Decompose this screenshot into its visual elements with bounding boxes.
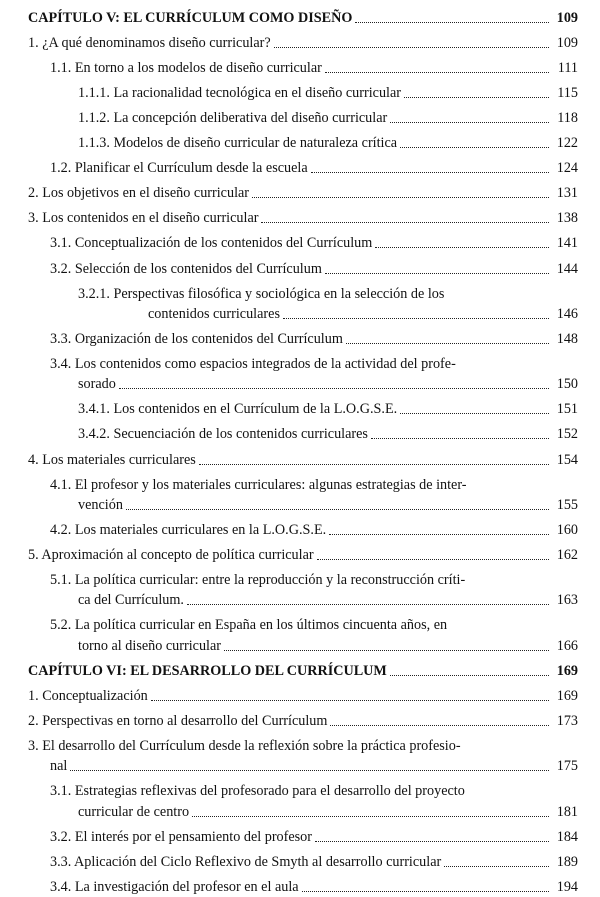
page-number: 148 — [556, 330, 578, 347]
page-number: 155 — [556, 496, 578, 513]
dot-leader — [346, 343, 549, 344]
page-number: 144 — [556, 260, 578, 277]
page-number: 194 — [556, 878, 578, 895]
page-number: 162 — [556, 547, 578, 563]
entry-title: 1. ¿A qué denominamos diseño curricular? — [28, 35, 271, 52]
entry-title-line: 5.2. La política curricular en España en los últimos cincuenta años, en — [50, 617, 448, 634]
page-number: 160 — [556, 521, 578, 538]
dot-leader — [252, 197, 549, 198]
entry-title: 3.3. Organización de los contenidos del Currículum — [50, 330, 343, 347]
dot-leader — [390, 122, 549, 123]
entry-title: 3. Los contenidos en el diseño curricular — [28, 210, 259, 227]
dot-leader — [192, 816, 549, 817]
page-number: 131 — [556, 185, 578, 202]
dot-leader — [400, 147, 549, 148]
dot-leader — [371, 438, 549, 439]
page-number: 124 — [556, 160, 578, 177]
page-number: 151 — [556, 401, 578, 418]
entry-title-line: 3.1. Estrategias reflexivas del profesorado para el desarrollo del proyecto — [50, 783, 465, 800]
dot-leader — [325, 273, 549, 274]
page-number: 189 — [556, 853, 578, 870]
dot-leader — [315, 841, 549, 842]
entry-title: 3.4. La investigación del profesor en el aula — [50, 878, 299, 895]
entry-title: 1.1.2. La concepción deliberativa del diseño curricular — [78, 110, 388, 127]
page-number: 118 — [557, 110, 578, 127]
page-number: 150 — [556, 376, 578, 393]
dot-leader — [126, 509, 549, 510]
page-number: 115 — [557, 85, 578, 102]
dot-leader — [199, 464, 549, 465]
dot-leader — [444, 866, 549, 867]
entry-title: 4. Los materiales curriculares — [28, 451, 196, 468]
entry-title: CAPÍTULO V: EL CURRÍCULUM COMO DISEÑO — [28, 10, 353, 26]
page-number: 169 — [556, 662, 578, 679]
entry-title: contenidos curriculares — [148, 305, 280, 322]
entry-title: 3.4.1. Los contenidos en el Currículum de la L.O.G.S.E. — [78, 401, 398, 418]
page-number: 152 — [556, 426, 578, 443]
page-number: 111 — [557, 60, 578, 77]
dot-leader — [311, 172, 549, 173]
entry-title: 3.4.2. Secuenciación de los contenidos curriculares — [78, 426, 368, 443]
entry-title: 3.1. Conceptualización de los contenidos del Currículum — [50, 235, 373, 252]
page-number: 169 — [556, 687, 578, 704]
page-number: 109 — [556, 35, 578, 52]
dot-leader — [375, 247, 549, 248]
page-number: 141 — [556, 235, 578, 252]
page-number: 109 — [556, 10, 578, 26]
entry-title: nal — [50, 758, 68, 775]
dot-leader — [224, 650, 549, 651]
page-number: 175 — [556, 758, 578, 775]
entry-title: torno al diseño curricular — [78, 637, 222, 654]
page-number: 146 — [556, 305, 578, 322]
entry-title: 1.1. En torno a los modelos de diseño curricular — [50, 60, 322, 77]
page-number: 163 — [556, 592, 578, 609]
dot-leader — [119, 388, 549, 389]
entry-title: ca del Currículum. — [78, 592, 184, 609]
dot-leader — [390, 675, 549, 676]
page-number: 122 — [556, 135, 578, 152]
page-number: 181 — [556, 803, 578, 820]
entry-title: 5. Aproximación al concepto de política curricular — [28, 547, 314, 563]
entry-title: 2. Los objetivos en el diseño curricular — [28, 185, 250, 202]
dot-leader — [187, 604, 549, 605]
dot-leader — [283, 318, 549, 319]
page-number: 138 — [556, 210, 578, 227]
dot-leader — [261, 222, 549, 223]
entry-title: CAPÍTULO VI: EL DESARROLLO DEL CURRÍCULUM — [28, 662, 387, 679]
entry-title: curricular de centro — [78, 803, 190, 820]
entry-title-line: 3.2.1. Perspectivas filosófica y sociológica en la selección de los — [78, 285, 445, 302]
dot-leader — [325, 72, 549, 73]
entry-title: 1.1.3. Modelos de diseño curricular de naturaleza crítica — [78, 135, 398, 152]
entry-title: 3.2. Selección de los contenidos del Currículum — [50, 260, 322, 277]
entry-title: vención — [78, 496, 123, 513]
dot-leader — [329, 534, 549, 535]
entry-title: 3.2. El interés por el pensamiento del profesor — [50, 828, 312, 845]
entry-title: 1.2. Planificar el Currículum desde la escuela — [50, 160, 308, 177]
entry-title: 3.3. Aplicación del Ciclo Reflexivo de Smyth al desarrollo curricular — [50, 853, 442, 870]
dot-leader — [274, 47, 549, 48]
entry-title: 4.2. Los materiales curriculares en la L.O.G.S.E. — [50, 521, 327, 538]
entry-title-line: 3. El desarrollo del Currículum desde la reflexión sobre la práctica profesio- — [28, 738, 461, 754]
page-number: 154 — [556, 451, 578, 468]
entry-title: sorado — [78, 376, 116, 393]
entry-title: 2. Perspectivas en torno al desarrollo del Currículum — [28, 712, 328, 729]
entry-title-line: 3.4. Los contenidos como espacios integrados de la actividad del profe- — [50, 356, 456, 372]
dot-leader — [404, 97, 549, 98]
entry-title: 1. Conceptualización — [28, 687, 148, 704]
dot-leader — [70, 770, 549, 771]
dot-leader — [151, 700, 549, 701]
dot-leader — [355, 22, 549, 23]
entry-title-line: 4.1. El profesor y los materiales curriculares: algunas estrategias de inter- — [50, 476, 467, 493]
dot-leader — [302, 891, 549, 892]
dot-leader — [317, 559, 549, 560]
dot-leader — [400, 413, 549, 414]
entry-title: 1.1.1. La racionalidad tecnológica en el diseño curricular — [78, 85, 402, 102]
dot-leader — [330, 725, 549, 726]
entry-title-line: 5.1. La política curricular: entre la reproducción y la reconstrucción críti- — [50, 572, 466, 589]
page-number: 184 — [556, 828, 578, 845]
page-number: 173 — [556, 712, 578, 729]
page-number: 166 — [556, 637, 578, 654]
